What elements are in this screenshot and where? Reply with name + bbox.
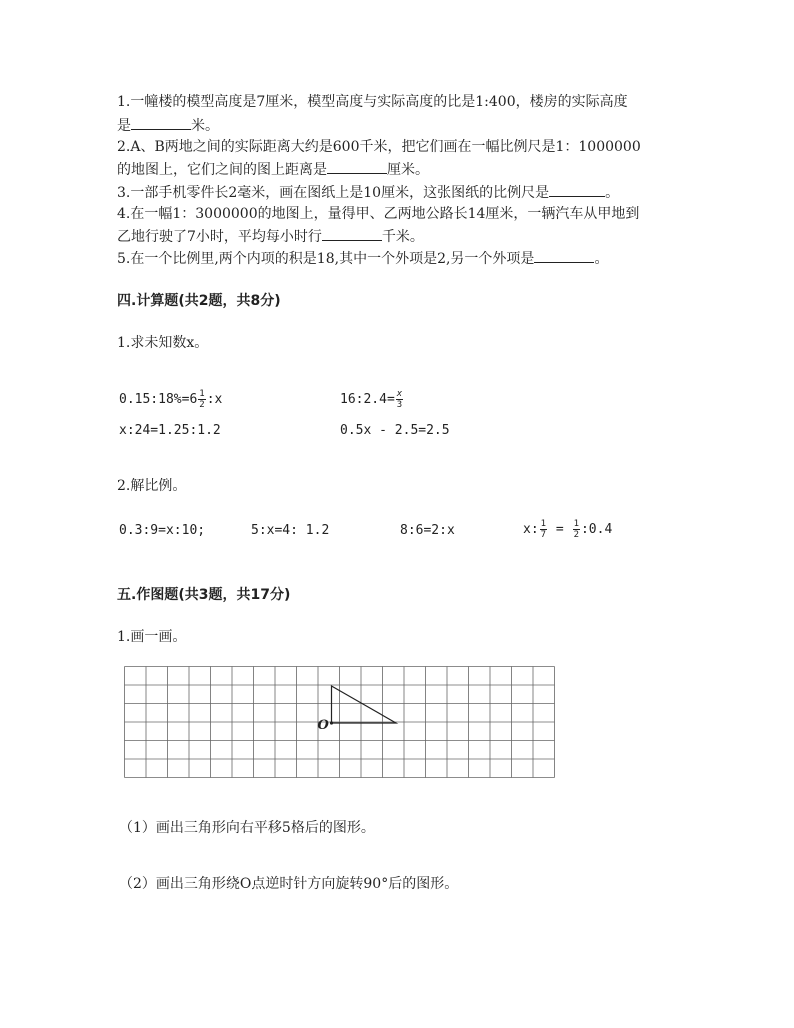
equation-1-pre: 0.15:18%=6 — [119, 392, 198, 407]
question-4-pre: 乙地行驶了7小时，平均每小时行 — [117, 229, 322, 245]
question-4-post: 千米。 — [381, 229, 424, 245]
question-1-line2 — [117, 115, 219, 136]
fraction-numerator: 1 — [199, 389, 205, 399]
fraction — [573, 519, 580, 540]
equation-2 — [340, 389, 404, 410]
drawing-grid[interactable] — [124, 666, 560, 786]
fraction-denominator: 7 — [540, 530, 547, 540]
question-1-line1: 1.一幢楼的模型高度是7厘米，模型高度与实际高度的比是1:400，楼房的实际高度 — [117, 94, 628, 110]
section-4-q1-title: 1.求未知数x。 — [117, 335, 209, 351]
section-5-q1-title: 1.画一画。 — [117, 629, 187, 645]
section-4-q2-title: 2.解比例。 — [117, 478, 187, 494]
question-4-line2 — [117, 226, 424, 247]
question-5-post: 。 — [594, 251, 609, 267]
equation-3: x:24=1.25:1.2 — [119, 423, 221, 438]
equation-4: 0.5x - 2.5=2.5 — [340, 423, 450, 438]
task-1: （1）画出三角形向右平移5格后的图形。 — [119, 820, 375, 836]
answer-blank-4[interactable] — [322, 226, 382, 241]
answer-blank-2[interactable] — [327, 159, 387, 174]
proportion-4-pre: x: — [523, 522, 539, 537]
proportion-1: 0.3:9=x:10; — [119, 523, 206, 538]
equation-2-pre: 16:2.4= — [340, 392, 395, 407]
answer-blank-5[interactable] — [534, 248, 594, 263]
question-1-pre: 是 — [117, 118, 131, 134]
question-4-line1: 4.在一幅1：3000000的地图上，量得甲、乙两地公路长14厘米，一辆汽车从甲地到 — [117, 206, 640, 222]
fraction-numerator: 1 — [540, 519, 547, 529]
question-3-pre: 3.一部手机零件长2毫米，画在图纸上是10厘米，这张图纸的比例尺是 — [117, 185, 550, 201]
task-2: （2）画出三角形绕O点逆时针方向旋转90°后的图形。 — [119, 876, 459, 892]
equation-1 — [119, 389, 222, 410]
fraction-denominator: 2 — [573, 530, 579, 540]
fraction-denominator: 3 — [396, 400, 403, 410]
equation-1-post: :x — [206, 392, 223, 407]
question-5-line1 — [117, 248, 608, 269]
proportion-2: 5:x=4: 1.2 — [251, 523, 330, 538]
section-5-title: 五.作图题(共3题，共17分) — [117, 587, 291, 603]
grid-svg[interactable] — [124, 666, 560, 782]
origin-label: O — [317, 718, 329, 733]
fraction-numerator: x — [396, 389, 403, 399]
answer-blank-3[interactable] — [549, 182, 605, 197]
fraction-numerator: 1 — [573, 519, 579, 529]
question-2-line2 — [117, 159, 429, 180]
proportion-4-post: :0.4 — [580, 522, 613, 537]
fraction-denominator: 2 — [199, 400, 205, 410]
answer-blank-1[interactable] — [131, 115, 191, 130]
equals-sign: = — [555, 522, 564, 537]
proportion-3: 8:6=2:x — [400, 523, 455, 538]
question-2-line1: 2.A、B两地之间的实际距离大约是600千米，把它们画在一幅比例尺是1：1000000 — [117, 139, 641, 155]
proportion-4 — [523, 519, 612, 540]
question-3-post: 。 — [605, 185, 620, 201]
fraction — [396, 389, 403, 410]
origin-point — [330, 721, 333, 724]
question-2-post: 厘米。 — [387, 162, 429, 178]
question-3-line1 — [117, 182, 619, 203]
question-5-pre: 5.在一个比例里,两个内项的积是18,其中一个外项是2,另一个外项是 — [117, 251, 535, 267]
question-1-post: 米。 — [191, 118, 219, 134]
fraction — [198, 389, 205, 410]
section-4-title: 四.计算题(共2题，共8分) — [117, 293, 281, 309]
fraction — [540, 519, 547, 540]
question-2-pre: 的地图上，它们之间的图上距离是 — [117, 162, 327, 178]
triangle-shape — [332, 686, 397, 723]
